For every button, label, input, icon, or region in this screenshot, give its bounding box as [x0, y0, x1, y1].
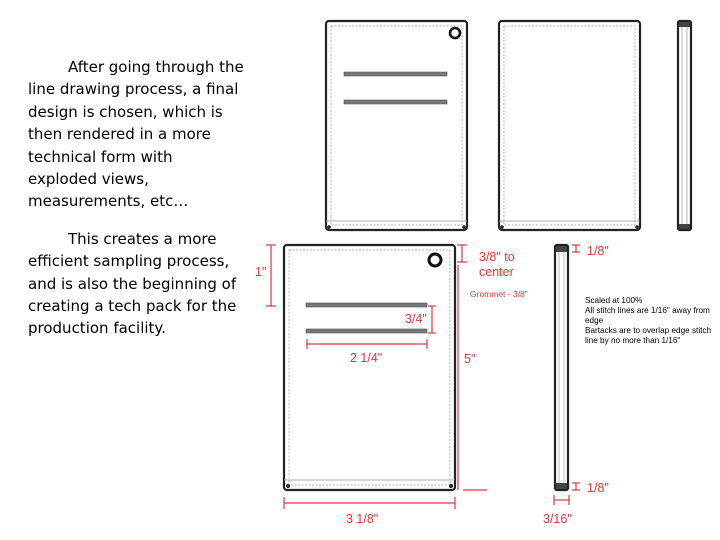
dim-edge-bottom: 1/8"	[587, 481, 609, 495]
grommet-icon	[450, 28, 460, 38]
note-bartack: Bartacks are to overlap edge stitch line by no more than 1/16"	[585, 326, 712, 345]
back-view-top	[499, 21, 640, 230]
dim-grommet-offset: 3/8" to	[479, 250, 515, 264]
dim-width: 3 1/8"	[346, 512, 379, 526]
dim-grommet-offset-2: center	[479, 265, 514, 279]
dim-stripe-gap: 3/4"	[405, 312, 427, 326]
front-view-top	[326, 21, 467, 230]
dim-height: 5"	[464, 352, 476, 366]
paragraph-2-text: This creates a more efficient sampling process, and is also the beginning of creating a tech pack for the production facility.	[28, 229, 237, 338]
grommet-icon	[429, 254, 441, 266]
front-view-bottom	[284, 245, 455, 490]
dim-stripe-length: 2 1/4"	[350, 351, 383, 365]
side-view-bottom	[555, 245, 568, 490]
side-view-top	[678, 21, 691, 230]
dim-edge-top: 1/8"	[587, 244, 609, 258]
stripe-top	[344, 72, 447, 76]
stripe-bottom	[344, 100, 447, 104]
stripe-top	[306, 303, 427, 307]
dim-top-to-grommet: 1"	[255, 265, 267, 279]
dim-grommet-size: Grommet - 3/8"	[470, 289, 528, 299]
dim-thickness: 3/16"	[543, 512, 572, 526]
note-stitch: All stitch lines are 1/16" away from edge	[585, 306, 710, 325]
stripe-bottom	[306, 329, 427, 333]
spec-notes	[585, 296, 715, 346]
paragraph-1-text: After going through the line drawing process, a final design is chosen, which is then rendered in a more technical form with exploded views, measurements, etc…	[28, 58, 244, 211]
note-scale: Scaled at 100%	[585, 296, 643, 305]
